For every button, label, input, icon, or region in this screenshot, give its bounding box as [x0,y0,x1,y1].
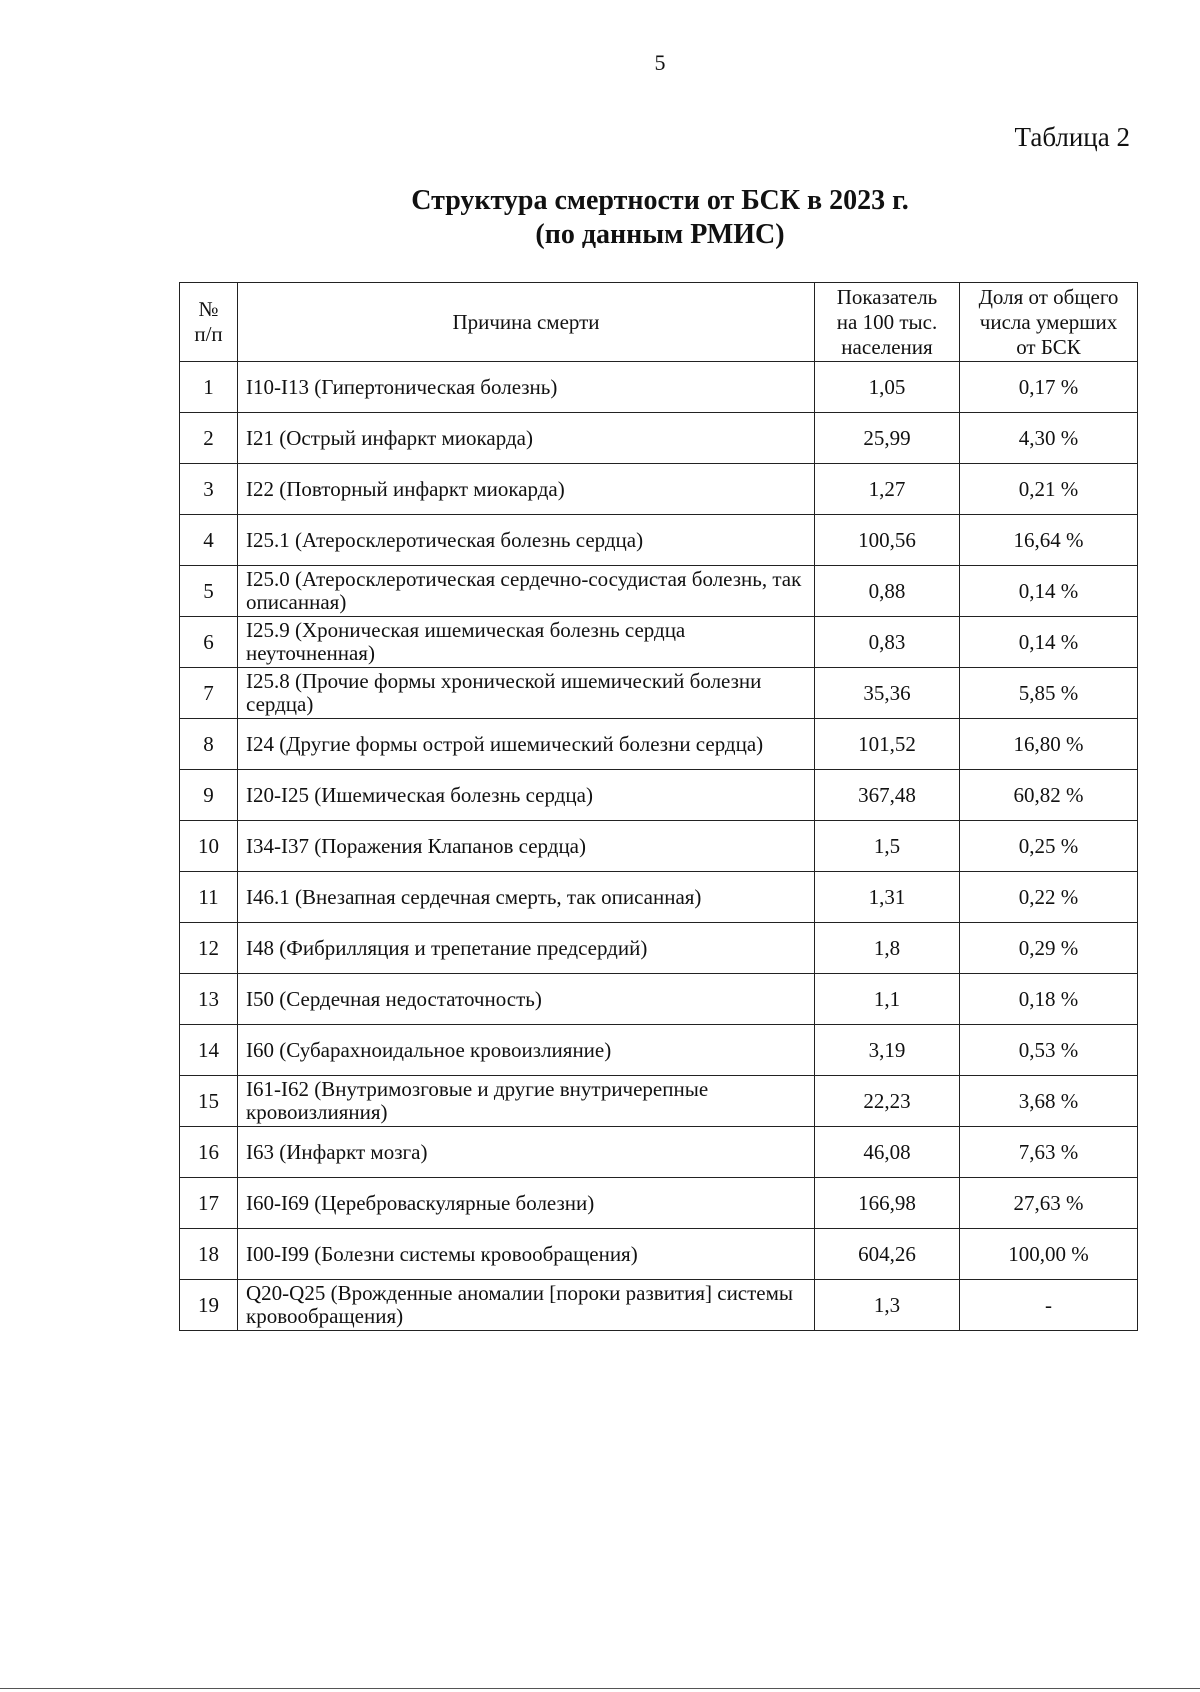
row-rate: 0,83 [815,617,960,668]
header-num [180,283,238,362]
row-rate: 25,99 [815,413,960,464]
row-share: 0,53 % [960,1025,1138,1076]
table-row [180,770,1138,821]
header-rate-line-1: Показатель [836,284,938,309]
row-share: 0,29 % [960,923,1138,974]
row-number: 11 [180,872,238,923]
table-row [180,719,1138,770]
row-share: 4,30 % [960,413,1138,464]
table-row [180,1280,1138,1331]
header-num-line-1: № [198,297,219,321]
row-rate: 1,31 [815,872,960,923]
row-number: 16 [180,1127,238,1178]
header-share-line-3: от БСК [1016,334,1081,359]
row-share: 0,14 % [960,566,1138,617]
row-cause: I61-I62 (Внутримозговые и другие внутричерепные кровоизлияния) [238,1076,815,1127]
row-cause: I48 (Фибрилляция и трепетание предсердий) [238,923,815,974]
row-rate: 101,52 [815,719,960,770]
row-rate: 1,27 [815,464,960,515]
row-number: 9 [180,770,238,821]
mortality-structure-table [179,282,1138,1331]
table-row [180,566,1138,617]
row-number: 1 [180,362,238,413]
table-row [180,923,1138,974]
table-row [180,1025,1138,1076]
row-number: 4 [180,515,238,566]
row-cause: I60 (Субарахноидальное кровоизлияние) [238,1025,815,1076]
row-number: 8 [180,719,238,770]
table-row [180,872,1138,923]
table-header-row [180,283,1138,362]
header-cause: Причина смерти [238,283,815,362]
row-cause: I21 (Острый инфаркт миокарда) [238,413,815,464]
row-share: 27,63 % [960,1178,1138,1229]
row-cause: I24 (Другие формы острой ишемический болезни сердца) [238,719,815,770]
header-rate-line-3: населения [841,334,933,359]
row-share: 3,68 % [960,1076,1138,1127]
row-number: 12 [180,923,238,974]
header-share-line-1: Доля от общего [978,284,1119,309]
row-number: 17 [180,1178,238,1229]
row-number: 14 [180,1025,238,1076]
row-cause: I25.9 (Хроническая ишемическая болезнь сердца неуточненная) [238,617,815,668]
row-share: - [960,1280,1138,1331]
row-cause: Q20-Q25 (Врожденные аномалии [пороки развития] системы кровообращения) [238,1280,815,1331]
row-rate: 604,26 [815,1229,960,1280]
row-rate: 1,8 [815,923,960,974]
row-share: 60,82 % [960,770,1138,821]
row-share: 0,14 % [960,617,1138,668]
row-rate: 0,88 [815,566,960,617]
row-number: 7 [180,668,238,719]
table-row [180,974,1138,1025]
table-row [180,1076,1138,1127]
row-cause: I10-I13 (Гипертоническая болезнь) [238,362,815,413]
row-cause: I63 (Инфаркт мозга) [238,1127,815,1178]
row-share: 0,18 % [960,974,1138,1025]
row-share: 0,22 % [960,872,1138,923]
scan-edge-line [0,1688,1200,1689]
row-number: 10 [180,821,238,872]
row-number: 19 [180,1280,238,1331]
row-number: 13 [180,974,238,1025]
page-number: 5 [654,50,666,75]
table-row [180,617,1138,668]
row-rate: 367,48 [815,770,960,821]
title-line-2: (по данным РМИС) [535,219,785,250]
row-share: 0,25 % [960,821,1138,872]
row-cause: I22 (Повторный инфаркт миокарда) [238,464,815,515]
header-rate-line-2: на 100 тыс. [836,309,938,334]
row-rate: 22,23 [815,1076,960,1127]
row-number: 3 [180,464,238,515]
row-cause: I46.1 (Внезапная сердечная смерть, так описанная) [238,872,815,923]
row-rate: 1,3 [815,1280,960,1331]
row-cause: I25.0 (Атеросклеротическая сердечно-сосудистая болезнь, так описанная) [238,566,815,617]
header-share-line-2: числа умерших [979,309,1118,334]
table-row [180,413,1138,464]
row-cause: I34-I37 (Поражения Клапанов сердца) [238,821,815,872]
row-rate: 166,98 [815,1178,960,1229]
row-rate: 3,19 [815,1025,960,1076]
row-share: 5,85 % [960,668,1138,719]
header-rate [815,283,960,362]
table-row [180,1127,1138,1178]
row-share: 100,00 % [960,1229,1138,1280]
table-row [180,1229,1138,1280]
table-label: Таблица 2 [1014,122,1130,152]
row-cause: I60-I69 (Цереброваскулярные болезни) [238,1178,815,1229]
row-cause: I20-I25 (Ишемическая болезнь сердца) [238,770,815,821]
row-rate: 100,56 [815,515,960,566]
row-cause: I25.8 (Прочие формы хронической ишемический болезни сердца) [238,668,815,719]
table-row [180,821,1138,872]
row-number: 18 [180,1229,238,1280]
row-rate: 46,08 [815,1127,960,1178]
title-line-1: Структура смертности от БСК в 2023 г. [411,185,909,216]
row-share: 16,64 % [960,515,1138,566]
table-row [180,362,1138,413]
row-share: 0,17 % [960,362,1138,413]
table-row [180,1178,1138,1229]
row-cause: I25.1 (Атеросклеротическая болезнь сердца) [238,515,815,566]
row-share: 7,63 % [960,1127,1138,1178]
table-row [180,515,1138,566]
row-share: 16,80 % [960,719,1138,770]
document-title [180,184,1140,252]
row-number: 6 [180,617,238,668]
row-share: 0,21 % [960,464,1138,515]
table-row [180,464,1138,515]
row-rate: 35,36 [815,668,960,719]
row-number: 2 [180,413,238,464]
row-rate: 1,05 [815,362,960,413]
row-cause: I00-I99 (Болезни системы кровообращения) [238,1229,815,1280]
row-number: 5 [180,566,238,617]
header-share [960,283,1138,362]
table-body [180,362,1138,1331]
table-row [180,668,1138,719]
header-num-line-2: п/п [194,322,223,346]
row-rate: 1,1 [815,974,960,1025]
row-rate: 1,5 [815,821,960,872]
row-number: 15 [180,1076,238,1127]
row-cause: I50 (Сердечная недостаточность) [238,974,815,1025]
